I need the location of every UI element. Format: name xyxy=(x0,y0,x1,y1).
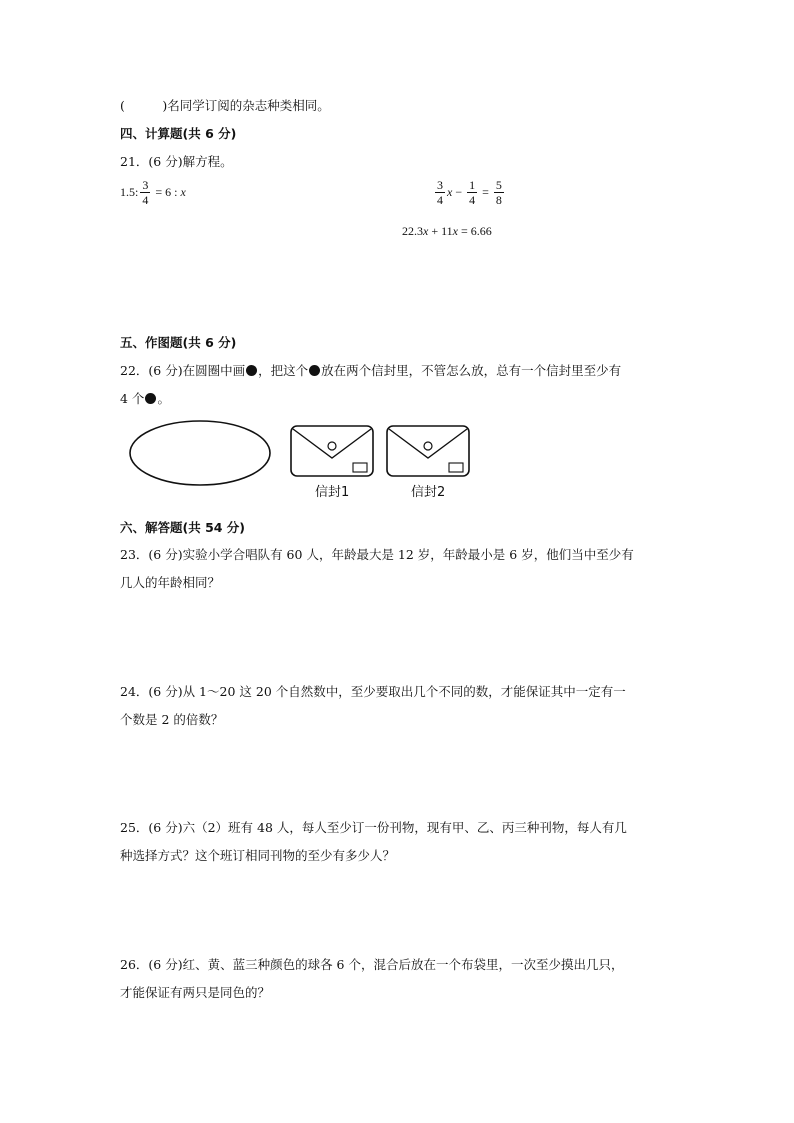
eq1-rhs: 6 xyxy=(165,185,172,199)
q23-line1: 23．(6 分)实验小学合唱队有 60 人，年龄最大是 12 岁，年龄最小是 6 岁，他们当中至少有 xyxy=(120,547,634,562)
q22-text-e: 。 xyxy=(157,391,170,406)
eq2-f3-den: 8 xyxy=(495,193,502,207)
eq1-equals: = xyxy=(155,185,163,199)
q25-line2: 种选择方式？这个班订相同刊物的至少有多少人？ xyxy=(120,848,396,863)
eq1-colon2: : xyxy=(174,185,178,199)
q22-line2 xyxy=(120,389,170,407)
envelope-1-icon xyxy=(291,426,373,476)
filled-dot-icon xyxy=(246,365,257,376)
eq2-fraction-1 xyxy=(435,179,445,206)
eq2-minus: − xyxy=(455,185,463,199)
q22-text-a: 22．(6 分)在圆圈中画 xyxy=(120,363,246,378)
q20-trailing-line: ( )名同学订阅的杂志种类相同。 xyxy=(120,98,330,113)
q22-text-d: 4 个 xyxy=(120,391,145,406)
eq3-a: 22.3 xyxy=(402,224,423,238)
q25-line1: 25．(6 分)六（2）班有 48 人，每人至少订一份刊物，现有甲、乙、丙三种刊物，每人有几 xyxy=(120,820,627,835)
eq2-fraction-2 xyxy=(467,179,477,206)
q22-text-b: ，把这个 xyxy=(258,363,309,378)
eq2-f1-num: 3 xyxy=(437,178,443,192)
eq1-var: x xyxy=(180,185,186,199)
eq1-frac-num: 3 xyxy=(142,178,149,192)
eq2-equals: = xyxy=(482,185,489,199)
filled-dot-icon xyxy=(145,393,156,404)
eq3-var1: x xyxy=(423,224,429,238)
circle-drawing-area xyxy=(130,421,270,485)
equation-2 xyxy=(433,179,506,206)
q26-line1: 26．(6 分)红、黄、蓝三种颜色的球各 6 个，混合后放在一个布袋里，一次至少摸出几只， xyxy=(120,957,624,972)
eq2-f1-den: 4 xyxy=(437,193,443,207)
eq1-colon: : xyxy=(135,185,139,199)
eq1-left: 1.5 xyxy=(120,185,135,199)
q23-line2: 几人的年龄相同？ xyxy=(120,575,221,590)
eq1-frac-den: 4 xyxy=(142,193,149,207)
q26-line2: 才能保证有两只是同色的？ xyxy=(120,985,271,1000)
eq1-fraction xyxy=(140,179,150,206)
q22-text-c: 放在两个信封里，不管怎么放，总有一个信封里至少有 xyxy=(321,363,622,378)
section5-heading: 五、作图题(共 6 分) xyxy=(120,335,237,350)
eq3-equals: = xyxy=(461,224,468,238)
q24-line1: 24．(6 分)从 1～20 这 20 个自然数中，至少要取出几个不同的数，才能保证其中一定有一 xyxy=(120,684,626,699)
equation-1 xyxy=(120,179,186,206)
section4-heading: 四、计算题(共 6 分) xyxy=(120,126,237,141)
q21-stem: 21．(6 分)解方程。 xyxy=(120,154,233,169)
eq3-b: 11 xyxy=(441,224,453,238)
eq3-c: 6.66 xyxy=(470,224,492,238)
filled-dot-icon xyxy=(309,365,320,376)
eq2-f3-num: 5 xyxy=(495,178,502,192)
envelope-2-icon xyxy=(387,426,469,476)
eq2-var: x xyxy=(447,185,453,199)
eq3-var2: x xyxy=(452,224,458,238)
envelope-2-label: 信封2 xyxy=(411,485,446,500)
drawing-area xyxy=(125,418,485,488)
eq2-fraction-3 xyxy=(494,179,504,206)
equation-3 xyxy=(402,224,492,239)
envelope-1-label: 信封1 xyxy=(315,485,350,500)
q24-line2: 个数是 2 的倍数？ xyxy=(120,712,224,727)
section6-heading: 六、解答题(共 54 分) xyxy=(120,520,246,535)
q22-line1 xyxy=(120,361,621,379)
eq3-plus: + xyxy=(431,224,439,238)
eq2-f2-num: 1 xyxy=(469,178,476,192)
eq2-f2-den: 4 xyxy=(469,193,476,207)
